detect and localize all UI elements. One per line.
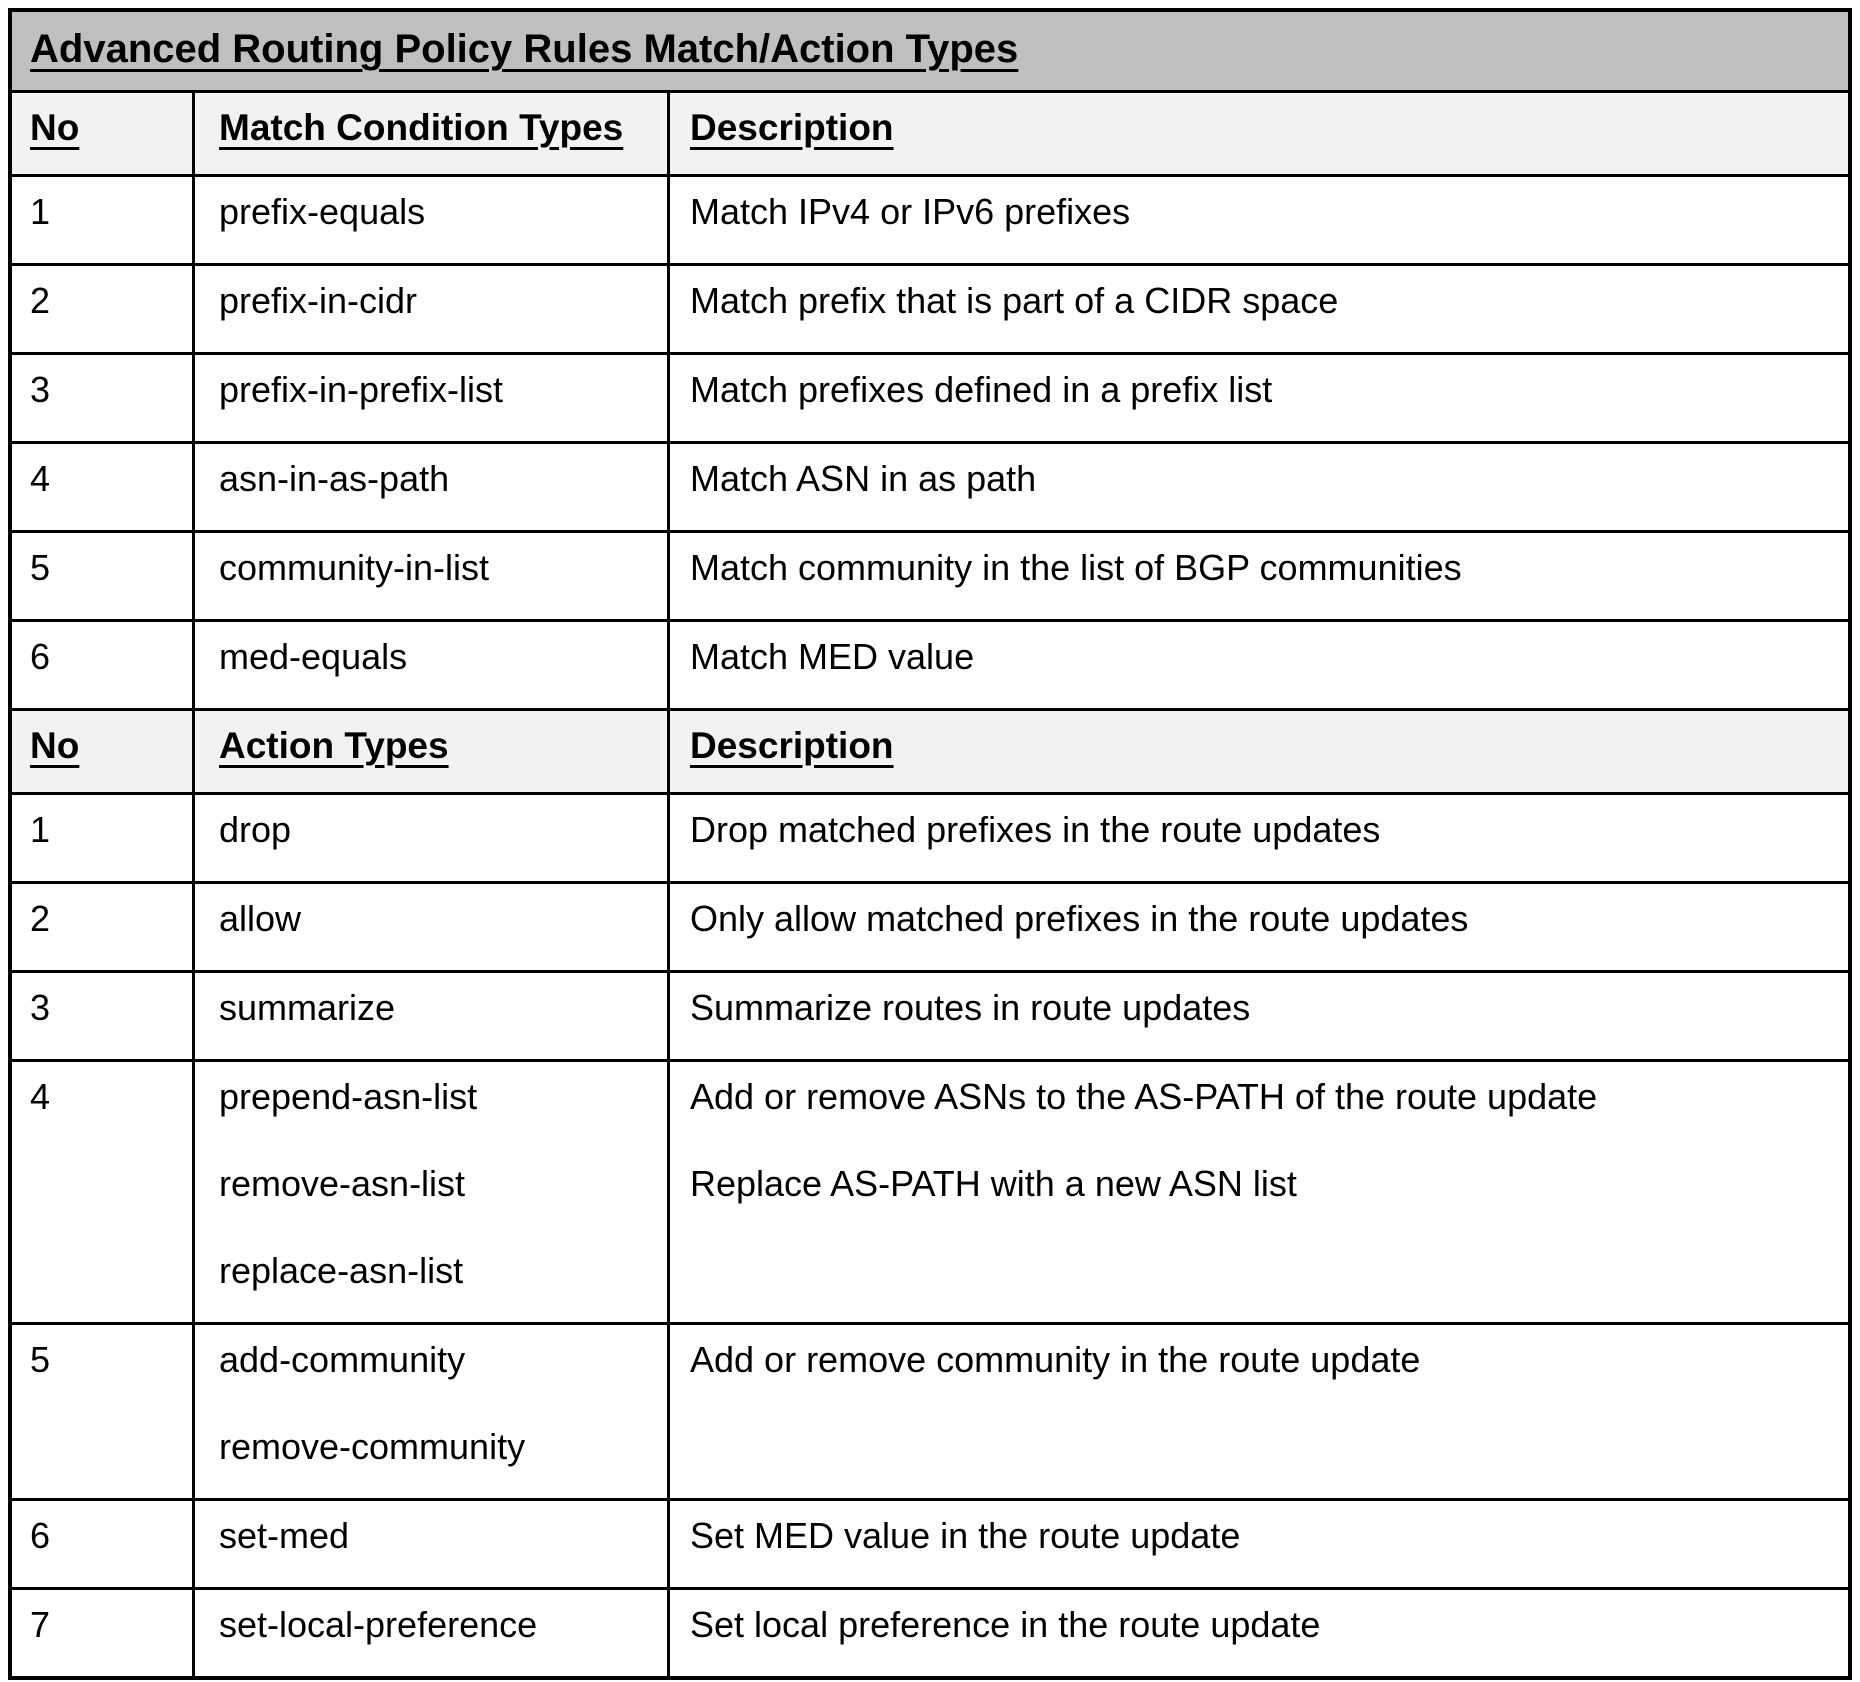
match-type-cell <box>192 622 667 708</box>
description-cell <box>667 1062 1848 1322</box>
description: Set MED value in the route update <box>690 1515 1241 1556</box>
action-type: prepend-asn-list <box>219 1076 478 1117</box>
row-number: 3 <box>30 987 51 1028</box>
action-type: remove-community <box>219 1426 526 1467</box>
description-cell <box>667 795 1848 881</box>
header-description-cell <box>667 93 1848 174</box>
table-title <box>12 12 1848 90</box>
description-cell <box>667 177 1848 263</box>
action-type: summarize <box>219 987 396 1028</box>
table-title-text: Advanced Routing Policy Rules Match/Action Types <box>30 27 1019 71</box>
header-no-label: No <box>30 107 80 148</box>
match-type: asn-in-as-path <box>219 458 450 499</box>
row-number-cell <box>12 622 192 708</box>
match-type: prefix-in-cidr <box>219 280 418 321</box>
action-type-cell <box>192 795 667 881</box>
table-row <box>12 352 1848 441</box>
row-number: 4 <box>30 1076 51 1117</box>
description-cell <box>667 973 1848 1059</box>
description: Match MED value <box>690 636 975 677</box>
match-type: prefix-in-prefix-list <box>219 369 504 410</box>
table-title-row <box>12 12 1848 90</box>
description: Add or remove ASNs to the AS-PATH of the route update <box>690 1076 1598 1117</box>
document-table <box>8 8 1852 1680</box>
table-row <box>12 530 1848 619</box>
row-number-cell <box>12 973 192 1059</box>
row-number: 6 <box>30 1515 51 1556</box>
header-description-cell <box>667 711 1848 792</box>
description: Summarize routes in route updates <box>690 987 1251 1028</box>
match-type-cell <box>192 533 667 619</box>
description-cell <box>667 1325 1848 1498</box>
description: Match prefixes defined in a prefix list <box>690 369 1273 410</box>
action-type: set-local-preference <box>219 1604 538 1645</box>
row-number-cell <box>12 177 192 263</box>
action-type: add-community <box>219 1339 466 1380</box>
description-cell <box>667 1590 1848 1676</box>
row-number-cell <box>12 795 192 881</box>
table-row <box>12 1322 1848 1498</box>
description: Match IPv4 or IPv6 prefixes <box>690 191 1131 232</box>
table-row <box>12 1059 1848 1322</box>
row-number: 6 <box>30 636 51 677</box>
row-number: 2 <box>30 280 51 321</box>
action-type-cell <box>192 1590 667 1676</box>
action-type-cell <box>192 973 667 1059</box>
action-type-cell <box>192 1325 667 1498</box>
row-number-cell <box>12 533 192 619</box>
row-number-cell <box>12 266 192 352</box>
header-no-cell <box>12 93 192 174</box>
match-type-cell <box>192 444 667 530</box>
action-type-cell <box>192 1062 667 1322</box>
action-type: remove-asn-list <box>219 1163 466 1204</box>
description: Replace AS-PATH with a new ASN list <box>690 1163 1297 1204</box>
header-no-label: No <box>30 725 80 766</box>
action-section-header-row <box>12 708 1848 792</box>
description: Add or remove community in the route update <box>690 1339 1421 1380</box>
header-match-types-cell <box>192 93 667 174</box>
table-row <box>12 1498 1848 1587</box>
match-type-cell <box>192 355 667 441</box>
header-no-cell <box>12 711 192 792</box>
table-row <box>12 441 1848 530</box>
action-type: set-med <box>219 1515 350 1556</box>
row-number-cell <box>12 355 192 441</box>
description: Match prefix that is part of a CIDR space <box>690 280 1339 321</box>
table-row <box>12 174 1848 263</box>
description-cell <box>667 1501 1848 1587</box>
match-type: med-equals <box>219 636 408 677</box>
header-match-types-label: Match Condition Types <box>219 107 624 148</box>
match-section-header-row <box>12 90 1848 174</box>
row-number-cell <box>12 884 192 970</box>
row-number-cell <box>12 1501 192 1587</box>
header-description-label: Description <box>690 107 894 148</box>
table-row <box>12 881 1848 970</box>
description-cell <box>667 266 1848 352</box>
row-number: 3 <box>30 369 51 410</box>
row-number-cell <box>12 1325 192 1498</box>
row-number: 5 <box>30 547 51 588</box>
match-type: prefix-equals <box>219 191 426 232</box>
action-type-cell <box>192 884 667 970</box>
description-cell <box>667 444 1848 530</box>
description: Match ASN in as path <box>690 458 1037 499</box>
action-type: drop <box>219 809 292 850</box>
match-type: community-in-list <box>219 547 490 588</box>
row-number: 7 <box>30 1604 51 1645</box>
description-cell <box>667 355 1848 441</box>
row-number-cell <box>12 1590 192 1676</box>
table-row <box>12 1587 1848 1676</box>
row-number: 1 <box>30 191 51 232</box>
table-row <box>12 263 1848 352</box>
description-cell <box>667 622 1848 708</box>
description: Only allow matched prefixes in the route updates <box>690 898 1469 939</box>
row-number: 5 <box>30 1339 51 1380</box>
description: Match community in the list of BGP communities <box>690 547 1462 588</box>
row-number-cell <box>12 1062 192 1322</box>
table-row <box>12 792 1848 881</box>
row-number: 4 <box>30 458 51 499</box>
table-row <box>12 619 1848 708</box>
description-cell <box>667 533 1848 619</box>
match-type-cell <box>192 266 667 352</box>
description: Set local preference in the route update <box>690 1604 1321 1645</box>
match-type-cell <box>192 177 667 263</box>
description: Drop matched prefixes in the route updates <box>690 809 1381 850</box>
action-type-cell <box>192 1501 667 1587</box>
description-cell <box>667 884 1848 970</box>
header-description-label: Description <box>690 725 894 766</box>
action-type: replace-asn-list <box>219 1250 464 1291</box>
row-number-cell <box>12 444 192 530</box>
header-action-types-cell <box>192 711 667 792</box>
row-number: 1 <box>30 809 51 850</box>
row-number: 2 <box>30 898 51 939</box>
action-type: allow <box>219 898 302 939</box>
header-action-types-label: Action Types <box>219 725 449 766</box>
table-row <box>12 970 1848 1059</box>
